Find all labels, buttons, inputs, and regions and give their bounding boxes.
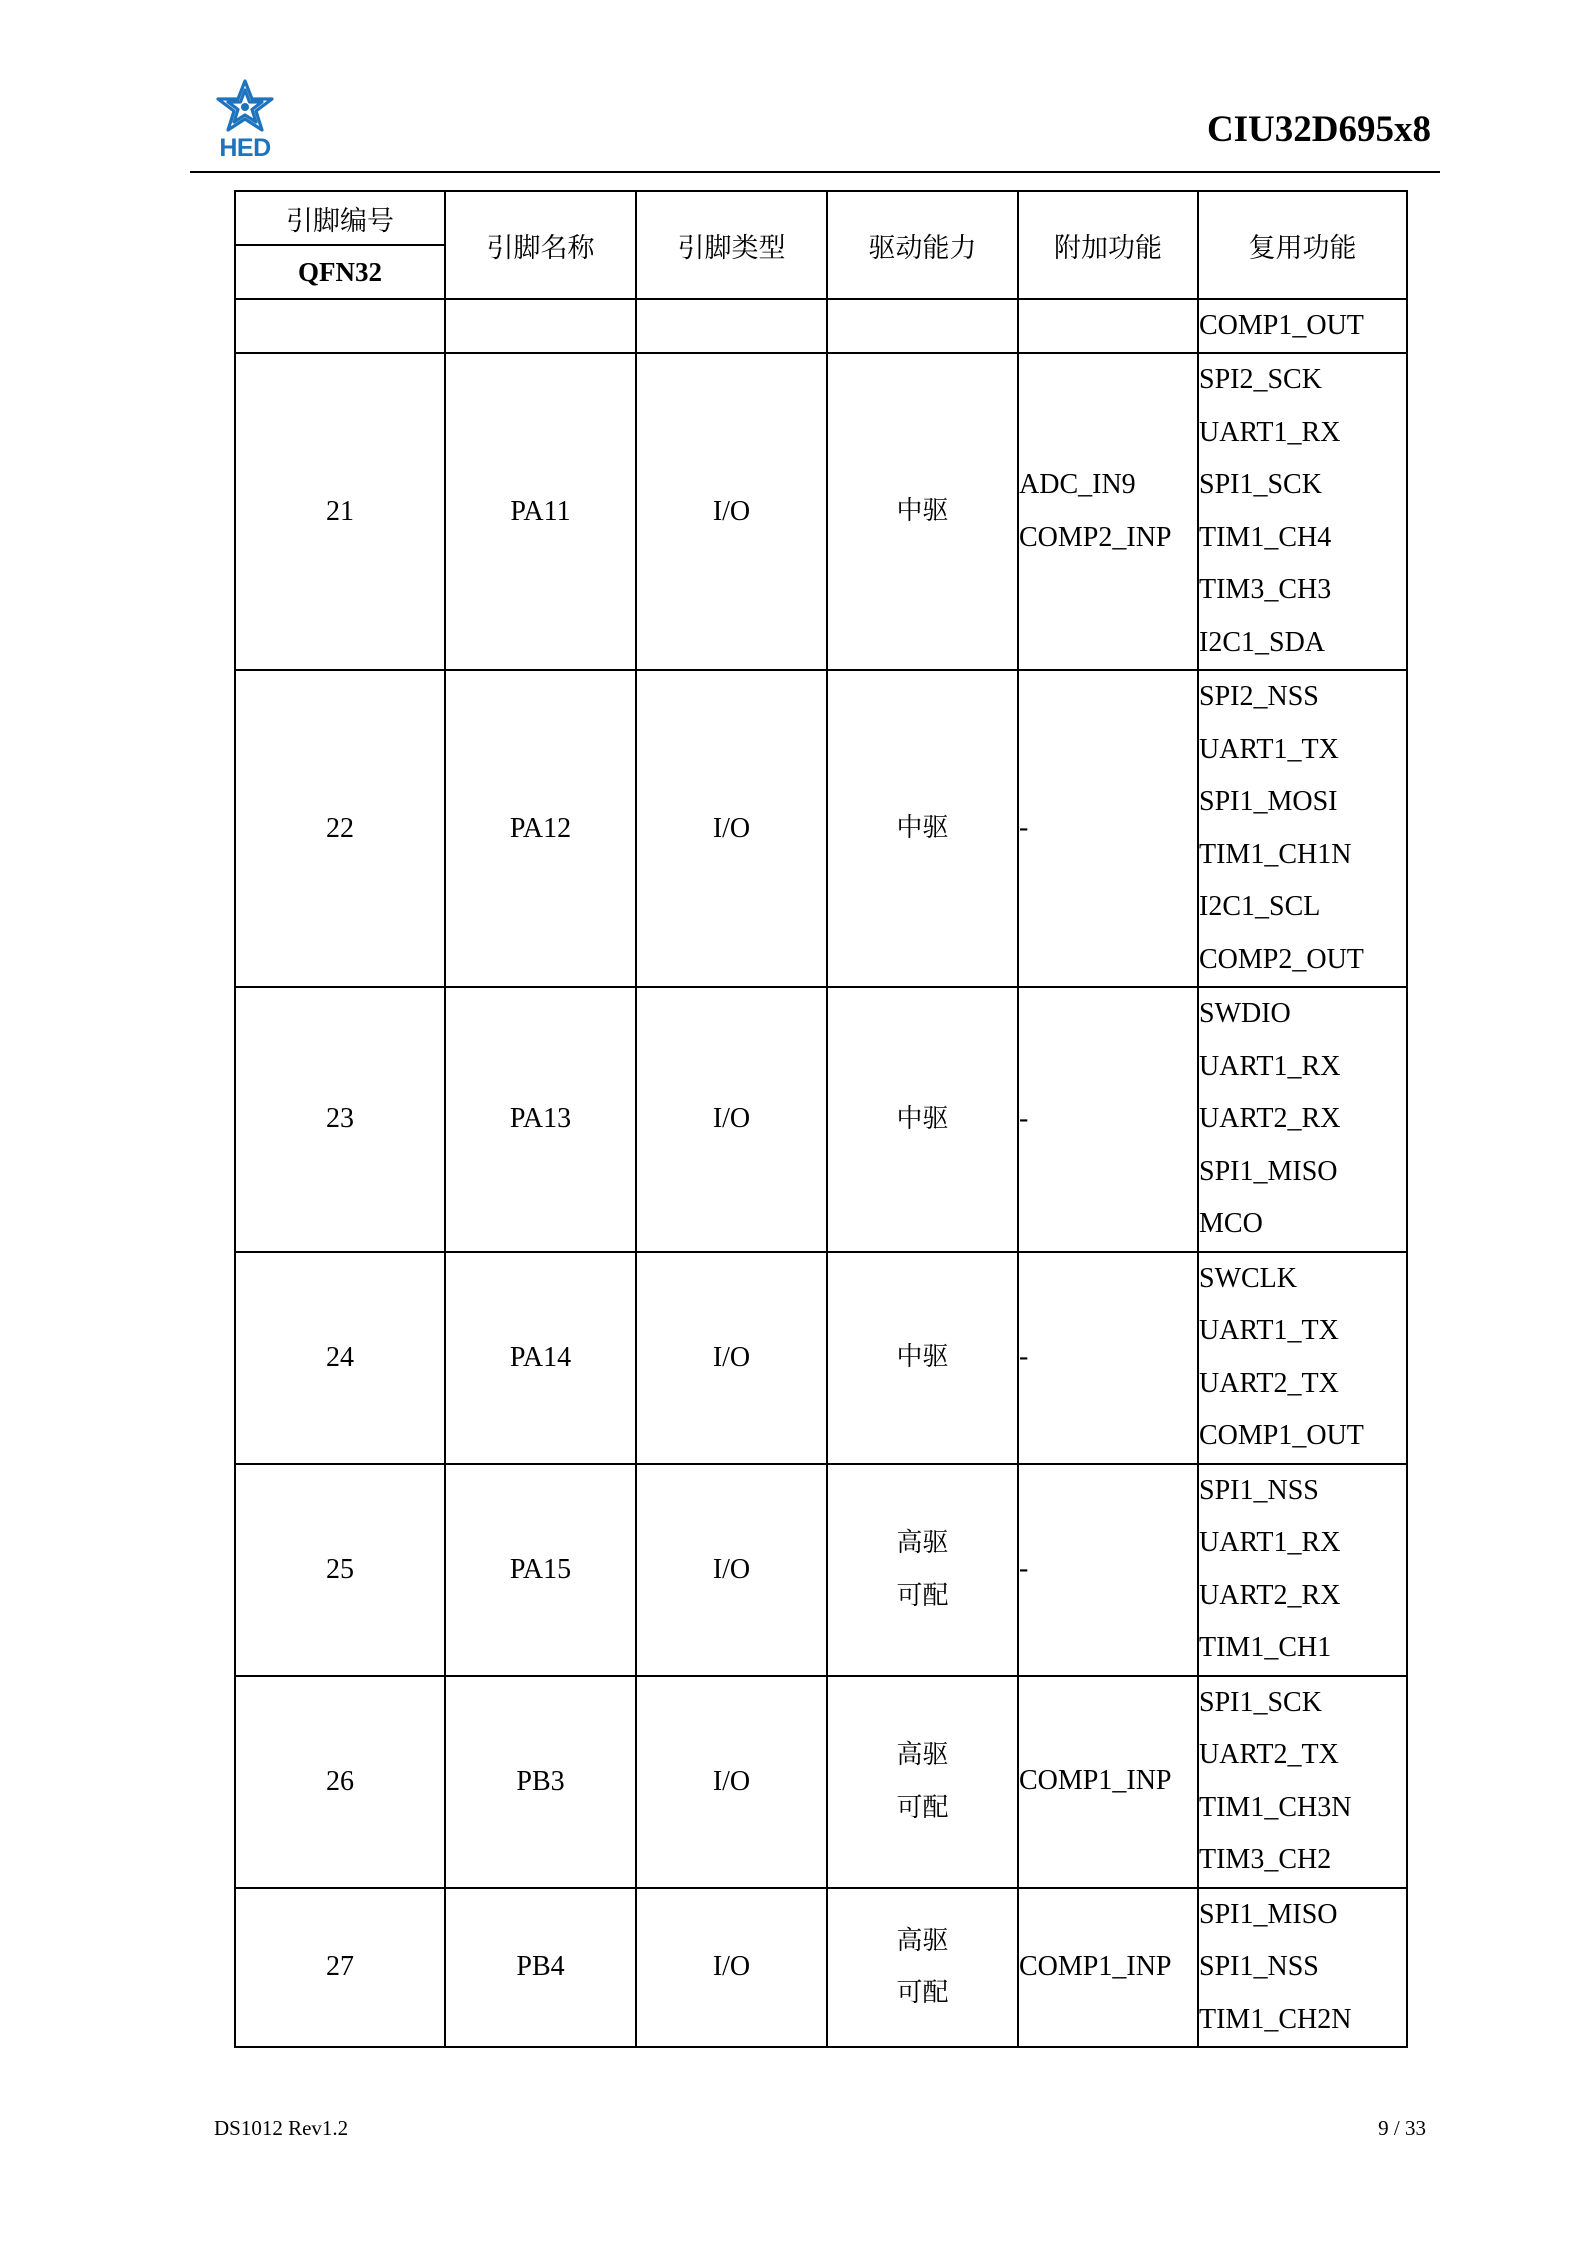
logo-text: HED: [219, 134, 271, 162]
cell-alternate-line: UART1_RX: [1199, 1050, 1341, 1082]
cell-alternate-line: UART1_TX: [1199, 733, 1339, 765]
cell-additional: [1018, 1252, 1198, 1464]
cell-alternate-line: TIM1_CH2N: [1199, 2003, 1352, 2035]
footer-page-number: 9 / 33: [1378, 2116, 1426, 2140]
cell-drive-line: 可配: [896, 1792, 949, 1823]
cell-alternate-line: UART2_TX: [1199, 1367, 1339, 1399]
cell-alternate-line: I2C1_SDA: [1199, 626, 1326, 658]
header-alternate: 复用功能: [1198, 191, 1407, 299]
cell-alternate-line: SPI1_SCK: [1199, 469, 1322, 500]
table-row: [235, 987, 1407, 1252]
cell-additional-line: -: [1019, 1341, 1029, 1373]
cell-type: I/O: [636, 1464, 827, 1676]
cell-additional-line: COMP2_INP: [1019, 521, 1172, 553]
table-row: [235, 1252, 1407, 1464]
cell-drive-line: 可配: [896, 1580, 949, 1611]
pin-definition-table: [234, 190, 1408, 2048]
cell-alternate-line: COMP1_OUT: [1199, 1420, 1364, 1451]
cell-drive: [827, 1676, 1018, 1888]
cell-alternate-line: SPI2_NSS: [1199, 681, 1319, 712]
cell-name: PB3: [445, 1676, 636, 1888]
header-pin-type: 引脚类型: [636, 191, 827, 299]
header-pin-number: 引脚编号: [235, 191, 445, 245]
cell-alternate-line: TIM3_CH2: [1199, 1844, 1332, 1875]
cell-drive-line: 可配: [896, 1978, 949, 2009]
cell-additional: [1018, 1888, 1198, 2048]
cell-alternate-line: SPI1_NSS: [1199, 1951, 1319, 1982]
table-row: [235, 1464, 1407, 1676]
cell-type: I/O: [636, 1888, 827, 2048]
cell-drive-line: 高驱: [896, 1740, 949, 1770]
table-row: [235, 1676, 1407, 1888]
cell-number: [235, 299, 445, 353]
document-title: CIU32D695x8: [1206, 109, 1431, 150]
cell-alternate-line: SPI2_SCK: [1199, 364, 1322, 395]
cell-alternate: [1198, 670, 1407, 987]
cell-name: PB4: [445, 1888, 636, 2048]
cell-type: I/O: [636, 670, 827, 987]
cell-alternate: [1198, 353, 1407, 670]
cell-drive-line: 中驱: [896, 496, 949, 527]
header-divider: [190, 171, 1440, 173]
cell-number: 26: [235, 1676, 445, 1888]
header-pin-name: 引脚名称: [445, 191, 636, 299]
cell-number: 25: [235, 1464, 445, 1676]
cell-additional: [1018, 353, 1198, 670]
cell-drive-line: 中驱: [896, 1342, 949, 1373]
cell-type: I/O: [636, 987, 827, 1252]
cell-alternate-line: TIM1_CH3N: [1199, 1791, 1352, 1823]
cell-drive: [827, 1888, 1018, 2048]
footer-doc-id: DS1012 Rev1.2: [214, 2116, 349, 2140]
table-row: [235, 1888, 1407, 2048]
cell-drive: [827, 353, 1018, 670]
cell-alternate: COMP1_OUT: [1198, 299, 1407, 353]
cell-alternate-line: MCO: [1199, 1208, 1263, 1239]
cell-additional: [1018, 1464, 1198, 1676]
cell-alternate-line: UART2_RX: [1199, 1103, 1341, 1134]
cell-additional: [1018, 299, 1198, 353]
cell-name: [445, 299, 636, 353]
cell-alternate-line: SWDIO: [1199, 998, 1291, 1029]
cell-additional: [1018, 1676, 1198, 1888]
cell-alternate-line: TIM1_CH1: [1199, 1632, 1332, 1663]
table-row: [235, 670, 1407, 987]
cell-additional-line: -: [1019, 1553, 1029, 1585]
cell-alternate-line: SPI1_NSS: [1199, 1474, 1319, 1506]
cell-alternate: [1198, 987, 1407, 1252]
cell-alternate-line: UART1_TX: [1199, 1315, 1339, 1346]
cell-name: PA15: [445, 1464, 636, 1676]
cell-alternate-line: UART1_RX: [1199, 416, 1341, 448]
company-logo: [205, 78, 285, 164]
cell-alternate: [1198, 1676, 1407, 1888]
cell-name: PA11: [445, 353, 636, 670]
cell-alternate: [1198, 1888, 1407, 2048]
cell-drive-line: 高驱: [896, 1925, 949, 1956]
cell-drive: [827, 1252, 1018, 1464]
cell-alternate-line: UART1_RX: [1199, 1527, 1341, 1558]
cell-type: [636, 299, 827, 353]
star-logo-icon: [205, 78, 285, 138]
cell-alternate-line: TIM3_CH3: [1199, 574, 1332, 605]
cell-type: I/O: [636, 1252, 827, 1464]
cell-alternate-line: UART2_TX: [1199, 1739, 1339, 1770]
cell-alternate-line: I2C1_SCL: [1199, 891, 1321, 922]
cell-name: PA14: [445, 1252, 636, 1464]
cell-additional-line: -: [1019, 812, 1029, 844]
cell-additional-line: -: [1019, 1103, 1029, 1134]
header-package: QFN32: [235, 245, 445, 299]
cell-drive-line: 中驱: [896, 1104, 949, 1134]
cell-alternate-line: SPI1_MOSI: [1199, 786, 1338, 817]
header-drive: 驱动能力: [827, 191, 1018, 299]
cell-number: 21: [235, 353, 445, 670]
cell-alternate-line: TIM1_CH4: [1199, 521, 1332, 553]
cell-additional-line: ADC_IN9: [1019, 469, 1136, 500]
cell-alternate-line: COMP2_OUT: [1199, 943, 1364, 975]
cell-alternate-line: SWCLK: [1199, 1262, 1297, 1294]
cell-alternate-line: UART2_RX: [1199, 1579, 1341, 1611]
cell-number: 23: [235, 987, 445, 1252]
cell-name: PA13: [445, 987, 636, 1252]
cell-alternate-line: SPI1_MISO: [1199, 1155, 1338, 1187]
table-row-continued: [235, 299, 1407, 353]
cell-number: 24: [235, 1252, 445, 1464]
cell-additional: [1018, 987, 1198, 1252]
cell-number: 27: [235, 1888, 445, 2048]
table-row: [235, 353, 1407, 670]
cell-drive: [827, 1464, 1018, 1676]
cell-type: I/O: [636, 1676, 827, 1888]
cell-additional-line: COMP1_INP: [1019, 1951, 1172, 1982]
cell-drive: [827, 299, 1018, 353]
cell-alternate-line: SPI1_MISO: [1199, 1898, 1338, 1930]
cell-alternate-line: SPI1_SCK: [1199, 1686, 1322, 1718]
cell-name: PA12: [445, 670, 636, 987]
cell-additional-line: COMP1_INP: [1019, 1765, 1172, 1797]
cell-alternate: [1198, 1464, 1407, 1676]
cell-number: 22: [235, 670, 445, 987]
cell-drive: [827, 670, 1018, 987]
header-additional: 附加功能: [1018, 191, 1198, 299]
cell-drive-line: 高驱: [896, 1528, 949, 1558]
cell-additional: [1018, 670, 1198, 987]
cell-alternate-line: TIM1_CH1N: [1199, 838, 1352, 870]
cell-drive-line: 中驱: [896, 813, 949, 844]
cell-alternate: [1198, 1252, 1407, 1464]
cell-type: I/O: [636, 353, 827, 670]
cell-drive: [827, 987, 1018, 1252]
